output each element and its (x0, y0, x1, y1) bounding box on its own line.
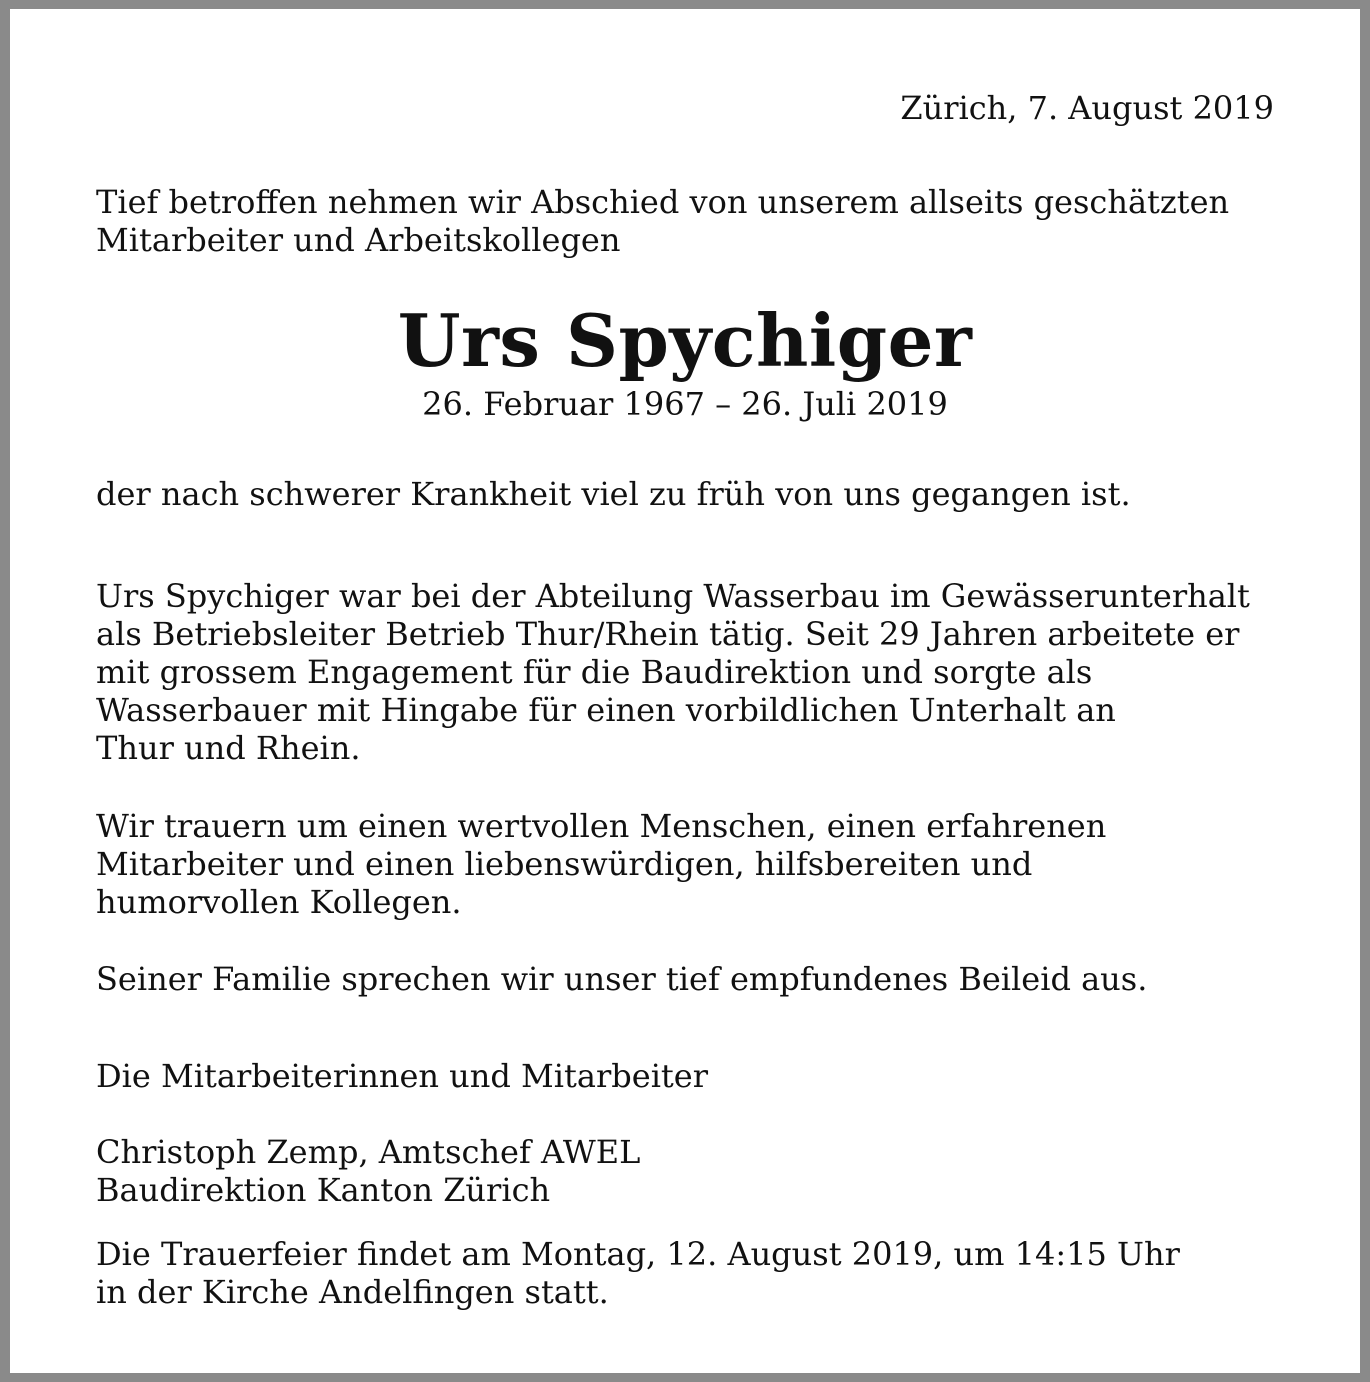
signatory-department: Baudirektion Kanton Zürich (96, 1171, 551, 1209)
place-date: Zürich, 7. August 2019 (900, 89, 1274, 127)
condolence-line: Seiner Familie sprechen wir unser tief empfundenes Beileid aus. (96, 960, 1148, 998)
funeral-line-2: in der Kirche Andelfingen statt. (96, 1273, 609, 1311)
intro-line-2: Mitarbeiter und Arbeitskollegen (96, 221, 621, 259)
funeral-line-1: Die Trauerfeier findet am Montag, 12. August 2019, um 14:15 Uhr (96, 1235, 1180, 1273)
obituary-notice (10, 9, 1360, 1373)
deceased-name: Urs Spychiger (397, 298, 973, 383)
biography-line-5: Thur und Rhein. (96, 729, 361, 767)
mourning-line-2: Mitarbeiter und einen liebenswürdigen, hilfsbereiten und (96, 845, 1033, 883)
life-dates: 26. Februar 1967 – 26. Juli 2019 (422, 385, 948, 423)
biography-line-4: Wasserbauer mit Hingabe für einen vorbildlichen Unterhalt an (96, 691, 1116, 729)
mourning-line-3: humorvollen Kollegen. (96, 883, 462, 921)
passing-line: der nach schwerer Krankheit viel zu früh von uns gegangen ist. (96, 475, 1131, 513)
biography-line-3: mit grossem Engagement für die Baudirektion und sorgte als (96, 653, 1093, 691)
signatory-staff: Die Mitarbeiterinnen und Mitarbeiter (96, 1057, 709, 1095)
signatory-chief: Christoph Zemp, Amtschef AWEL (96, 1133, 641, 1171)
mourning-line-1: Wir trauern um einen wertvollen Menschen, einen erfahrenen (96, 807, 1107, 845)
biography-line-2: als Betriebsleiter Betrieb Thur/Rhein tätig. Seit 29 Jahren arbeitete er (96, 615, 1240, 653)
intro-line-1: Tief betroffen nehmen wir Abschied von unserem allseits geschätzten (96, 183, 1230, 221)
biography-line-1: Urs Spychiger war bei der Abteilung Wasserbau im Gewässerunterhalt (96, 577, 1250, 615)
